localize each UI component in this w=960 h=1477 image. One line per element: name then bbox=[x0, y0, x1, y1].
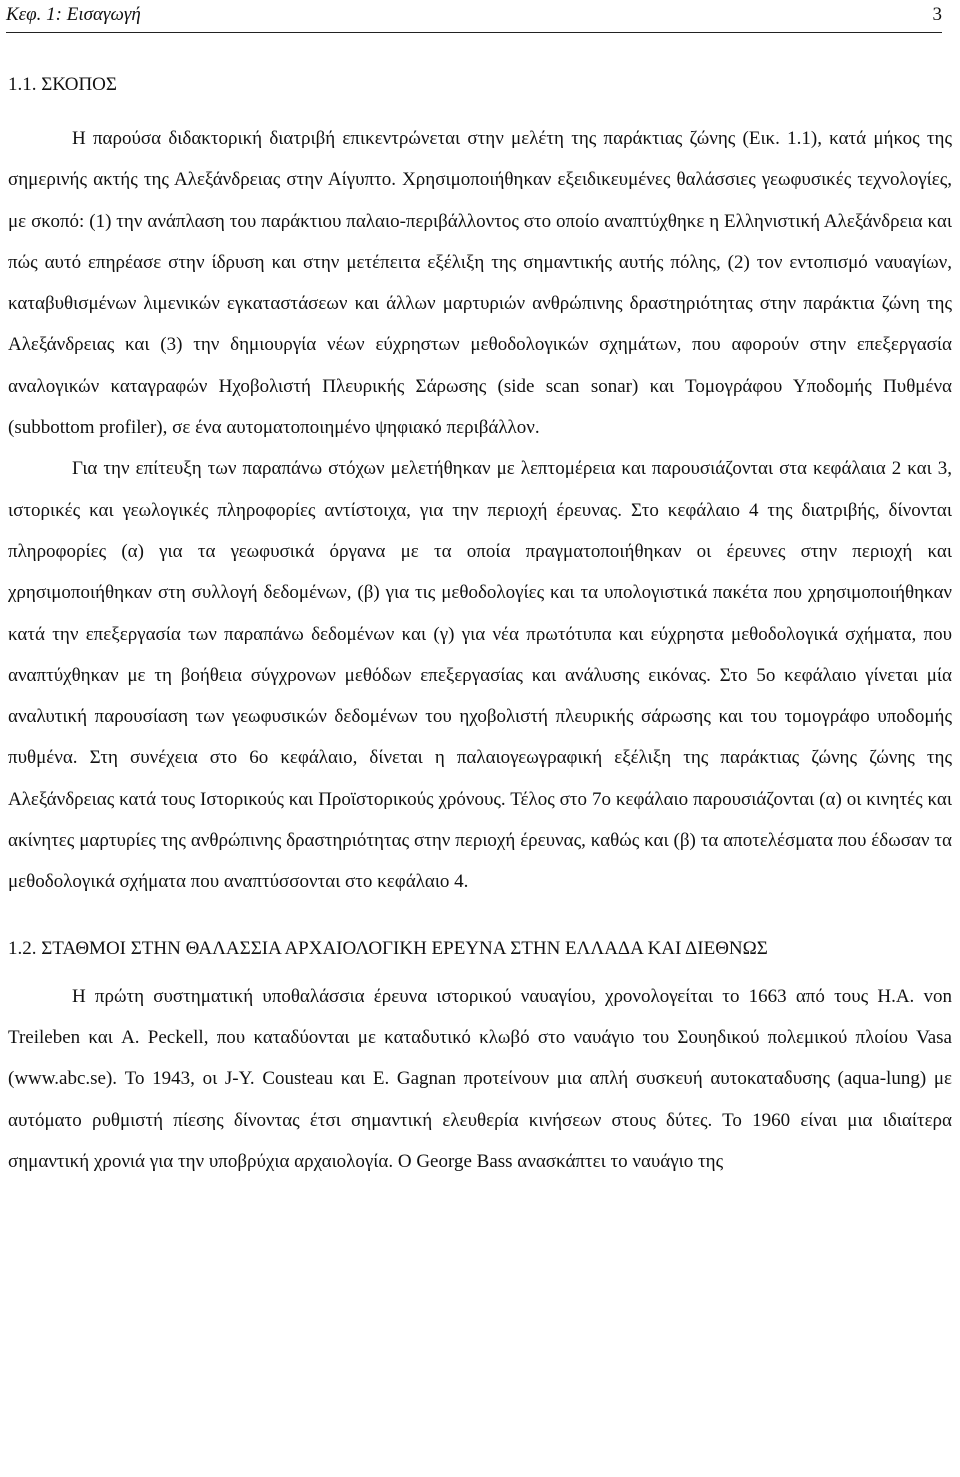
page-number: 3 bbox=[932, 4, 942, 25]
paragraph-chapters-overview: Για την επίτευξη των παραπάνω στόχων μελετήθηκαν με λεπτομέρεια και παρουσιάζονται στα κεφάλαια 2 και 3, ιστορικές και γεωλογικές πληροφορίες αντίστοιχα, για την περιοχή έρευνας. Στο κεφάλαιο 4 της διατριβής, δίνονται πληροφορίες (α) για τα γεωφυσικά όργανα με τα οποία πραγματοποιήθηκαν οι έρευνες στην περιοχή και χρησιμοποιήθηκαν στη συλλογή δεδομένων, (β) για τις μεθοδολογίες και τα υπολογιστικά πακέτα που χρησιμοποιήθηκαν κατά την επεξεργασία των παραπάνω δεδομένων και (γ) για νέα πρωτότυπα και εύχρηστα μεθοδολογικά σχήματα, που αναπτύχθηκαν με τη βοήθεια σύγχρονων μεθόδων επεξεργασίας και ανάλυσης εικόνας. Στο 5ο κεφάλαιο γίνεται μία αναλυτική παρουσίαση των γεωφυσικών δεδομένων του ηχοβολιστή πλευρικής σάρωσης και του τομογράφο υποδομής πυθμένα. Στη συνέχεια στο 6ο κεφάλαιο, δίνεται η παλαιογεωγραφική εξέλιξη της παράκτιας ζώνης ζώνης της Αλεξάνδρειας κατά τους Ιστορικούς και Προϊστορικούς χρόνους. Τέλος στο 7ο κεφάλαιο παρουσιάζονται (α) οι κινητές και ακίνητες μαρτυρίες της ανθρώπινης δραστηριότητας στην περιοχή έρευνας, καθώς και (β) τα αποτελέσματα που έδωσαν τα μεθοδολογικά σχήματα που αναπτύσσονται στο κεφάλαιο 4. bbox=[8, 458, 952, 893]
section-heading-1-2: 1.2. ΣΤΑΘΜΟΙ ΣΤΗΝ ΘΑΛΑΣΣΙΑ ΑΡΧΑΙΟΛΟΓΙΚΗ ΕΡΕΥΝΑ ΣΤΗΝ ΕΛΛΑΔΑ ΚΑΙ ΔΙΕΘΝΩΣ bbox=[8, 937, 768, 959]
paragraph-history: Η πρώτη συστηματική υποθαλάσσια έρευνα ιστορικού ναυαγίου, χρονολογείται το 1663 από τους H.A. von Treileben και A. Peckell, που καταδύονται με καταδυτικό κλωβό στο ναυάγιο του Σουηδικού πολεμικού πλοίου Vasa (www.abc.se). Το 1943, οι J-Y. Cousteau και E. Gagnan προτείνουν μια απλή συσκευή αυτοκαταδυσης (aqua-lung) με αυτόματο ρυθμιστή πίεσης δίνοντας έτσι σημαντική ελευθερία κινήσεων στους δύτες. Το 1960 είναι μια ιδιαίτερα σημαντική χρονιά για την υποβρύχια αρχαιολογία. Ο George Bass ανασκάπτει το ναυάγιο της bbox=[8, 985, 952, 1172]
chapter-title: Κεφ. 1: Εισαγωγή bbox=[6, 4, 141, 25]
page-body bbox=[8, 66, 952, 1182]
running-header bbox=[6, 0, 942, 33]
section-heading-1-1: 1.1. ΣΚΟΠΟΣ bbox=[8, 74, 117, 95]
paragraph-aim: Η παρούσα διδακτορική διατριβή επικεντρώνεται στην μελέτη της παράκτιας ζώνης (Εικ. 1.1), κατά μήκος της σημερινής ακτής της Αλεξάνδρειας στην Αίγυπτο. Χρησιμοποιήθηκαν εξειδικευμένες θαλάσσιες γεωφυσικές τεχνολογίες, με σκοπό: (1) την ανάπλαση του παράκτιου παλαιο-περιβάλλοντος στο οποίο αναπτύχθηκε η Ελληνιστική Αλεξάνδρεια και πώς αυτό επηρέασε στην ίδρυση και στην μετέπειτα εξέλιξη της σημαντικής αυτής πόλης, (2) τον εντοπισμό ναυαγίων, καταβυθισμένων λιμενικών εγκαταστάσεων και άλλων μαρτυριών ανθρώπινης δραστηριότητας στην παράκτια ζώνη της Αλεξάνδρειας και (3) την δημιουργία νέων εύχρηστων μεθοδολογικών σχημάτων, που αφορούν στην επεξεργασία αναλογικών καταγραφών Ηχοβολιστή Πλευρικής Σάρωσης (side scan sonar) και Τομογράφου Υποδομής Πυθμένα (subbottom profiler), σε ένα αυτοματοποιημένο ψηφιακό περιβάλλον. bbox=[8, 128, 952, 439]
